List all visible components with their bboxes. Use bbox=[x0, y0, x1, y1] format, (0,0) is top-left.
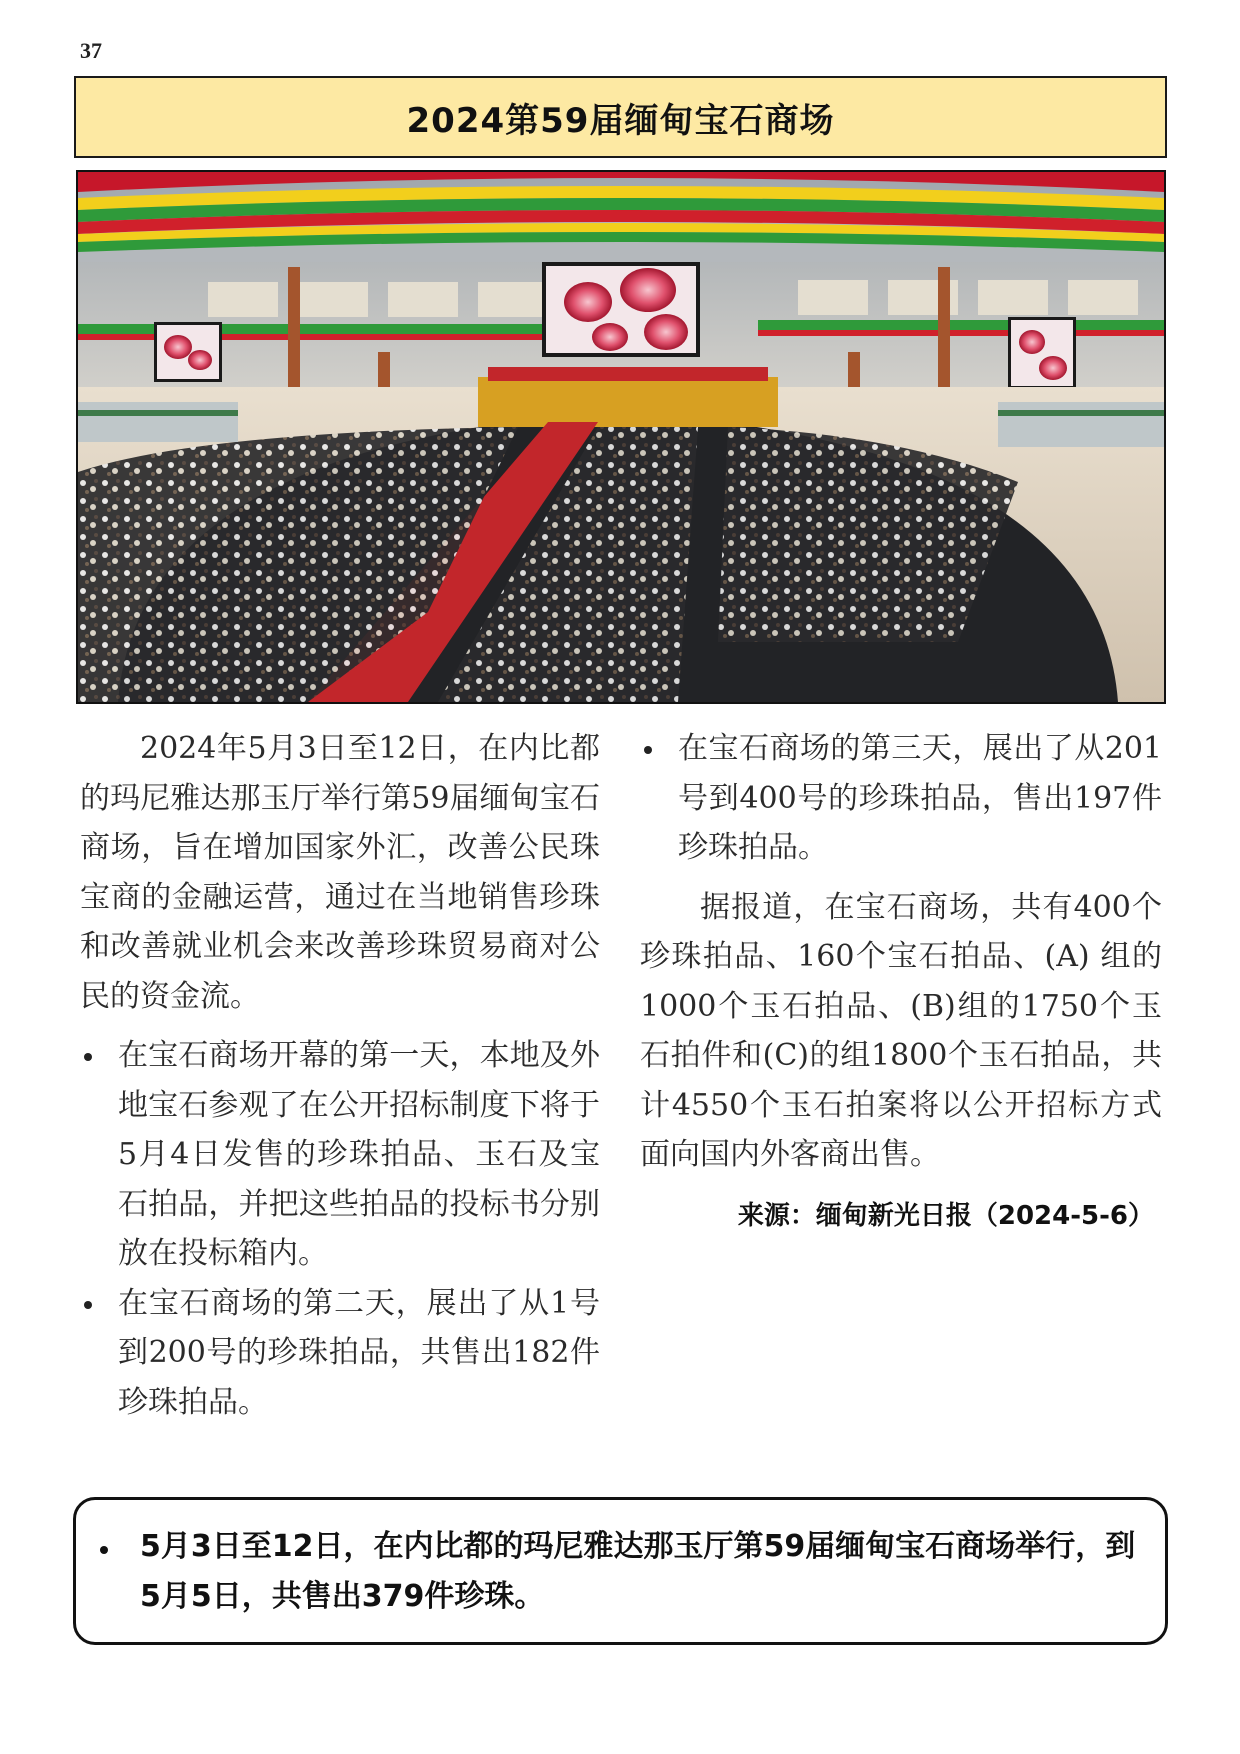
right-bullet-list bbox=[640, 724, 1162, 873]
page-number: 37 bbox=[80, 38, 102, 63]
summary-list bbox=[100, 1522, 1141, 1622]
left-column bbox=[80, 724, 600, 1427]
page-title: 2024第59届缅甸宝石商场 bbox=[406, 100, 835, 141]
left-bullet-list bbox=[80, 1031, 600, 1427]
title-banner bbox=[74, 76, 1167, 158]
event-photo bbox=[76, 170, 1166, 704]
intro-paragraph: 2024年5月3日至12日，在内比都的玛尼雅达那玉厅举行第59届缅甸宝石商场，旨在增加国家外汇，改善公民珠宝商的金融运营，通过在当地销售珍珠和改善就业机会来改善珍珠贸易商对公民的资金流。 bbox=[80, 731, 600, 1014]
source-citation: 来源：缅甸新光日报（2024-5-6） bbox=[737, 1200, 1154, 1231]
summary-bullet: 5月3日至12日，在内比都的玛尼雅达那玉厅第59届缅甸宝石商场举行，到5月5日，共售出379件珍珠。 bbox=[100, 1522, 1141, 1622]
bullet-day-two: 在宝石商场的第二天，展出了从1号到200号的珍珠拍品，共售出182件珍珠拍品。 bbox=[80, 1279, 600, 1428]
report-paragraph: 据报道，在宝石商场，共有400个珍珠拍品、160个宝石拍品、(A) 组的1000个玉石拍品、(B)组的1750个玉石拍件和(C)的组1800个玉石拍品，共计4550个玉石拍案将以公开招标方式面向国内外客商出售。 bbox=[640, 889, 1162, 1172]
bullet-day-three: 在宝石商场的第三天，展出了从201号到400号的珍珠拍品，售出197件珍珠拍品。 bbox=[640, 724, 1162, 873]
right-column bbox=[640, 724, 1162, 1241]
summary-box bbox=[73, 1497, 1168, 1645]
bullet-day-one: 在宝石商场开幕的第一天，本地及外地宝石参观了在公开招标制度下将于5月4日发售的珍珠拍品、玉石及宝石拍品，并把这些拍品的投标书分别放在投标箱内。 bbox=[80, 1031, 600, 1279]
